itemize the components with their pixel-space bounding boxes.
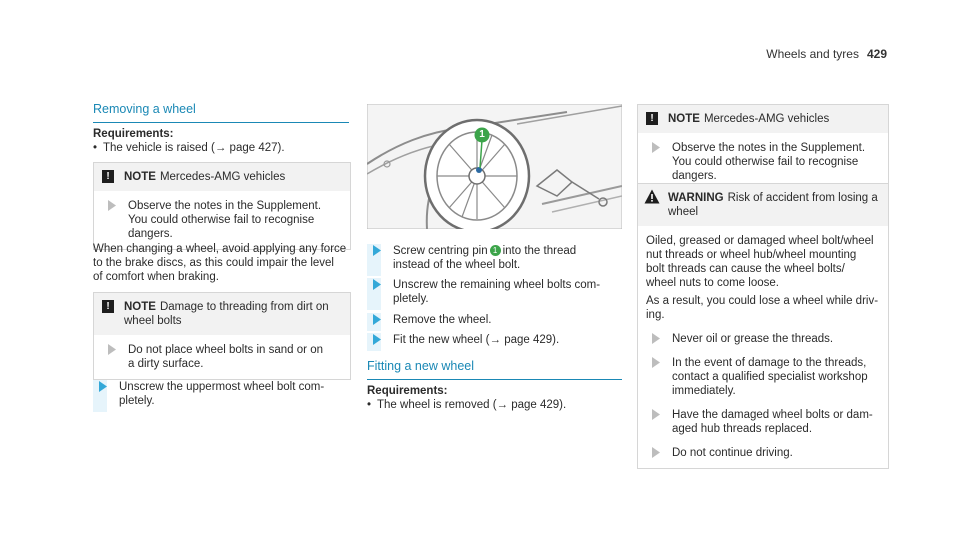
warning-text-line: Oiled, greased or damaged wheel bolt/wheel <box>646 235 874 247</box>
warning-keyword: WARNING <box>668 192 724 204</box>
page-header <box>766 47 887 61</box>
note-step-line: You could otherwise fail to recognise <box>672 156 859 168</box>
note-step <box>102 199 342 241</box>
instruction-step <box>367 333 648 347</box>
arrow-right-icon <box>373 334 381 345</box>
warning-body <box>638 226 888 468</box>
warning-step-line: Never oil or grease the threads. <box>672 333 834 345</box>
note-title: Mercedes-AMG vehicles <box>159 171 286 183</box>
arrow-right-icon <box>652 333 660 344</box>
note-body <box>94 335 350 379</box>
page-number: 429 <box>866 47 887 61</box>
warning-step <box>646 408 880 436</box>
warning-text-line: As a result, you could lose a wheel while driv- <box>646 295 879 307</box>
wheel-illustration <box>367 104 622 229</box>
exclamation-icon: ! <box>102 170 114 183</box>
warning-title-line: wheel <box>668 206 699 218</box>
step-line: instead of the wheel bolt. <box>393 259 521 271</box>
arrow-right-icon <box>652 357 660 368</box>
note-step <box>646 141 880 183</box>
note-header <box>94 293 350 335</box>
note-header <box>94 163 350 191</box>
requirement-item: • The vehicle is raised (→ page 427). <box>93 141 349 155</box>
paragraph-line: to the brake discs, as this could impair the level <box>93 257 334 269</box>
note-step-line: Observe the notes in the Supplement. <box>672 142 866 154</box>
note-keyword: NOTE <box>124 301 156 313</box>
warning-text-line: wheel nuts to come loose. <box>646 277 779 289</box>
warning-step-line: In the event of damage to the threads, <box>672 357 867 369</box>
warning-triangle-icon <box>644 189 660 204</box>
warning-title: Risk of accident from losing a <box>727 192 878 204</box>
arrow-right-icon <box>373 245 381 256</box>
note-keyword: NOTE <box>668 113 700 125</box>
arrow-right-icon <box>108 200 116 211</box>
step-text: Screw centring pin <box>393 245 488 257</box>
step-line: Fit the new wheel (→ page 429). <box>393 334 560 346</box>
step-line: Unscrew the remaining wheel bolts com- <box>393 279 601 291</box>
warning-text-line: ing. <box>646 309 665 321</box>
step-line <box>393 244 648 258</box>
instruction-step <box>367 313 648 327</box>
note-body <box>94 191 350 249</box>
warning-step <box>646 332 880 346</box>
note-step-line: Observe the notes in the Supplement. <box>128 200 322 212</box>
warning-text-line: nut threads or wheel hub/wheel mounting <box>646 249 857 261</box>
warning-step <box>646 356 880 398</box>
step-text: into the thread <box>502 245 577 257</box>
note-step-line: dangers. <box>128 228 173 240</box>
arrow-right-icon <box>108 344 116 355</box>
note-title-line: wheel bolts <box>124 315 182 327</box>
paragraph-line: of comfort when braking. <box>93 271 219 283</box>
warning-step <box>646 446 880 460</box>
arrow-right-icon <box>373 279 381 290</box>
requirements-block <box>93 127 349 155</box>
note-box-amg <box>93 162 351 250</box>
warning-step-line: Have the damaged wheel bolts or dam- <box>672 409 873 421</box>
requirement-item: • The wheel is removed (→ page 429). <box>367 398 622 412</box>
step-line: Remove the wheel. <box>393 314 492 326</box>
note-step-line: You could otherwise fail to recognise <box>128 214 315 226</box>
arrow-right-icon <box>652 447 660 458</box>
section-heading-removing: Removing a wheel <box>93 102 349 123</box>
note-step <box>102 343 342 371</box>
step-line: Unscrew the uppermost wheel bolt com- <box>119 381 325 393</box>
force-paragraph <box>93 242 353 284</box>
note-title: Mercedes-AMG vehicles <box>703 113 830 125</box>
instruction-step <box>93 380 375 408</box>
exclamation-icon: ! <box>102 300 114 313</box>
note-title: Damage to threading from dirt on <box>159 301 329 313</box>
note-box-amg <box>637 104 889 192</box>
instruction-step <box>367 244 648 272</box>
requirements-label: Requirements: <box>93 128 174 140</box>
warning-box <box>637 183 889 469</box>
note-header <box>638 105 888 133</box>
arrow-right-icon <box>373 314 381 325</box>
step-line: pletely. <box>119 395 155 407</box>
arrow-right-icon <box>652 409 660 420</box>
figure-callout-1: 1 <box>479 129 485 140</box>
note-step-line: Do not place wheel bolts in sand or on <box>128 344 323 356</box>
warning-text-line: bolt threads can cause the wheel bolts/ <box>646 263 845 275</box>
instruction-step <box>367 278 648 306</box>
warning-step-line: immediately. <box>672 385 736 397</box>
note-step-line: dangers. <box>672 170 717 182</box>
note-keyword: NOTE <box>124 171 156 183</box>
step-line: pletely. <box>393 293 429 305</box>
requirements-label: Requirements: <box>367 385 448 397</box>
arrow-right-icon <box>99 381 107 392</box>
paragraph-line: When changing a wheel, avoid applying any force <box>93 243 347 255</box>
section-title: Wheels and tyres <box>766 47 859 61</box>
note-step-line: a dirty surface. <box>128 358 204 370</box>
warning-step-line: contact a qualified specialist workshop <box>672 371 868 383</box>
section-heading-fitting: Fitting a new wheel <box>367 359 622 380</box>
arrow-right-icon <box>652 142 660 153</box>
note-box-threading <box>93 292 351 380</box>
requirements-block <box>367 384 622 412</box>
warning-header <box>638 184 888 226</box>
warning-step-line: Do not continue driving. <box>672 447 793 459</box>
exclamation-icon: ! <box>646 112 658 125</box>
warning-step-line: aged hub threads replaced. <box>672 423 813 435</box>
callout-badge: 1 <box>490 245 501 256</box>
